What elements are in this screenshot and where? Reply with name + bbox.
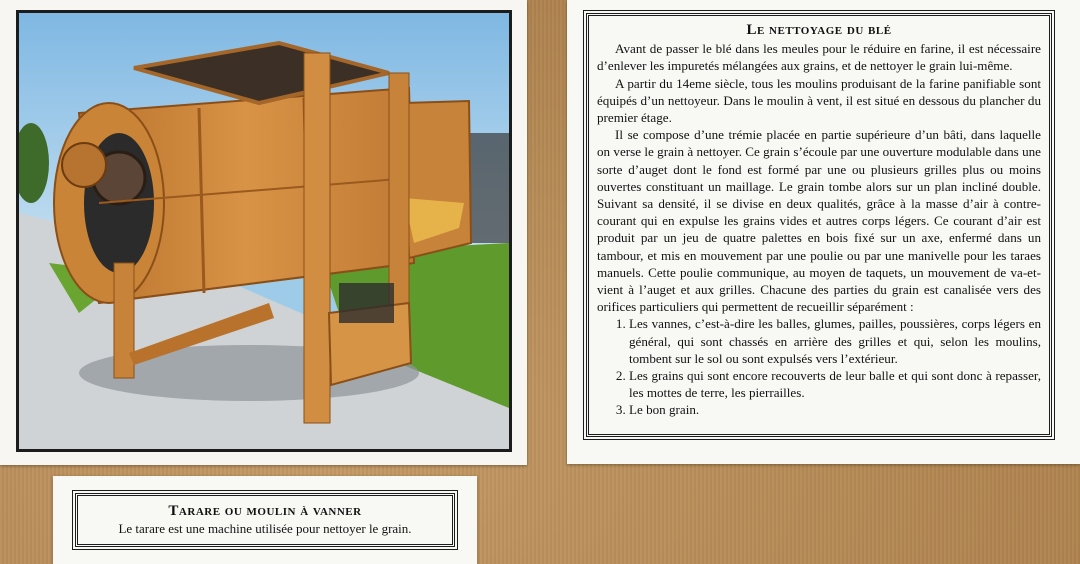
list-item: 2. Les grains qui sont encore recouverts de leur balle et qui sont donc à repasser, les mottes de terre, les pierrailles. (629, 367, 1041, 401)
leg (114, 263, 134, 378)
text-card (567, 0, 1080, 464)
fence (469, 133, 509, 243)
caption-title: Tarare ou moulin à vanner (168, 503, 362, 519)
caption-card (53, 476, 477, 564)
separation-list (597, 315, 1041, 418)
photo-card (0, 0, 527, 465)
caption-frame (75, 493, 455, 547)
paragraph: Il se compose d’une trémie placée en partie supérieure d’un bâti, dans laquelle on verse le grain à nettoyer. Ce grain s’écoule par une ouverture modulable dans une sorte d’auget dont le fond est formé par une ou plusieurs grilles plus ou moins ouvertes constituant un maillage. Le grain tombe alors sur un plan incliné double. Suivant sa densité, il se divise en deux qualités, grâce à la masse d’air à contre-courant qui en expulse les grains vides et autres corps légers. Ce courant d’air est produit par un jeu de quatre palettes en bois fixé sur un axe, enfermé dans un tambour, et mis en mouvement par une poulie ou par une manivelle pour les taraes manuels. Cette poulie communique, au moyen de taquets, un mouvement de va-et-vient à l’auget et aux grilles. Chacune des parties du grain est canalisée vers des orifices particuliers qui permettent de recueillir séparément : (597, 127, 1041, 315)
tarare-photo (19, 13, 509, 449)
list-item: 3. Le bon grain. (629, 401, 1041, 418)
text-title: Le nettoyage du blé (746, 22, 892, 38)
paragraph: A partir du 14eme siècle, tous les moulins produisant de la farine panifiable sont équipés d’un nettoyeur. Dans le moulin à vent, il est situé en dessous du plancher du premier étage. (597, 75, 1041, 126)
caption-description: Le tarare est une machine utilisée pour nettoyer le grain. (118, 521, 412, 536)
leg (304, 53, 330, 423)
photo-frame (16, 10, 512, 452)
text-frame (586, 13, 1052, 437)
paragraph: Avant de passer le blé dans les meules pour le réduire en farine, il est nécessaire d’enlever les impuretés mélangées aux grains, et de nettoyer le grain lui-même. (597, 41, 1041, 74)
list-item: 1. Les vannes, c’est-à-dire les balles, glumes, pailles, poussières, corps légers en général, qui sont chassés en arrière des grilles et qui, selon les moulins, tombent sur le sol ou sont expulsés vers l’extérieur. (629, 315, 1041, 367)
